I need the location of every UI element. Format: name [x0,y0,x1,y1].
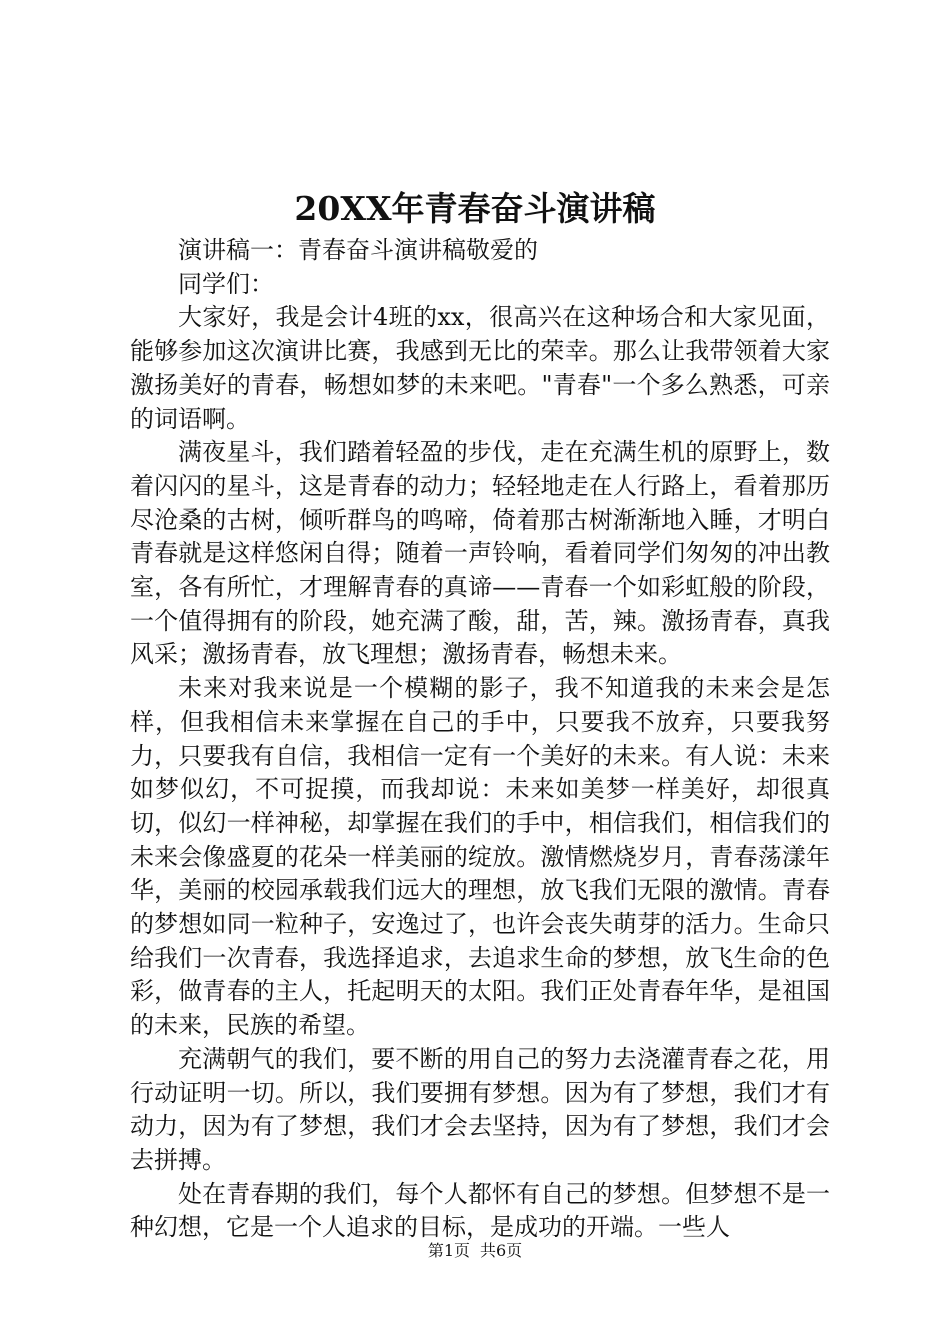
paragraph-stars: 满夜星斗，我们踏着轻盈的步伐，走在充满生机的原野上，数着闪闪的星斗，这是青春的动力；轻轻地走在人行路上，看着那历尽沧桑的古树，倾听群鸟的鸣啼，倚着那古树渐渐地入睡，才明白青春就是这样悠闲自得；随着一声铃响，看着同学们匆匆的冲出教室，各有所忙，才理解青春的真谛——青春一个如彩虹般的阶段，一个值得拥有的阶段，她充满了酸，甜，苦，辣。激扬青春，真我风采；激扬青春，放飞理想；激扬青春，畅想未来。 [130,438,830,669]
paragraph-greeting: 大家好，我是会计4班的xx，很高兴在这种场合和大家见面，能够参加这次演讲比赛，我感到无比的荣幸。那么让我带领着大家激扬美好的青春，畅想如梦的未来吧。"青春"一个多么熟悉，可亲的词语啊。 [130,303,830,433]
paragraph-dreams: 充满朝气的我们，要不断的用自己的努力去浇灌青春之花，用行动证明一切。所以，我们要拥有梦想。因为有了梦想，我们才有动力，因为有了梦想，我们才会去坚持，因为有了梦想，我们才会去拼搏。 [130,1044,830,1174]
paragraph-intro: 演讲稿一：青春奋斗演讲稿敬爱的 [178,236,538,264]
paragraph-youth: 处在青春期的我们，每个人都怀有自己的梦想。但梦想不是一种幻想，它是一个人追求的目标，是成功的开端。一些人 [130,1179,830,1242]
document-title: 20XX年青春奋斗演讲稿 [294,189,656,228]
page-total: 共6页 [480,1241,523,1260]
document-body [130,234,830,1245]
paragraph-future: 未来对我来说是一个模糊的影子，我不知道我的未来会是怎样，但我相信未来掌握在自己的手中，只要我不放弃，只要我努力，只要我有自信，我相信一定有一个美好的未来。有人说：未来如梦似幻，不可捉摸，而我却说：未来如美梦一样美好，却很真切，似幻一样神秘，却掌握在我们的手中，相信我们，相信我们的未来会像盛夏的花朵一样美丽的绽放。激情燃烧岁月，青春荡漾年华，美丽的校园承载我们远大的理想，放飞我们无限的激情。青春的梦想如同一粒种子，安逸过了，也许会丧失萌芽的活力。生命只给我们一次青春，我选择追求，去追求生命的梦想，放飞生命的色彩，做青春的主人，托起明天的太阳。我们正处青春年华，是祖国的未来，民族的希望。 [130,674,830,1040]
paragraph-salutation: 同学们： [178,269,274,298]
page-footer [0,1240,950,1262]
page-number: 第1页 [427,1241,470,1260]
